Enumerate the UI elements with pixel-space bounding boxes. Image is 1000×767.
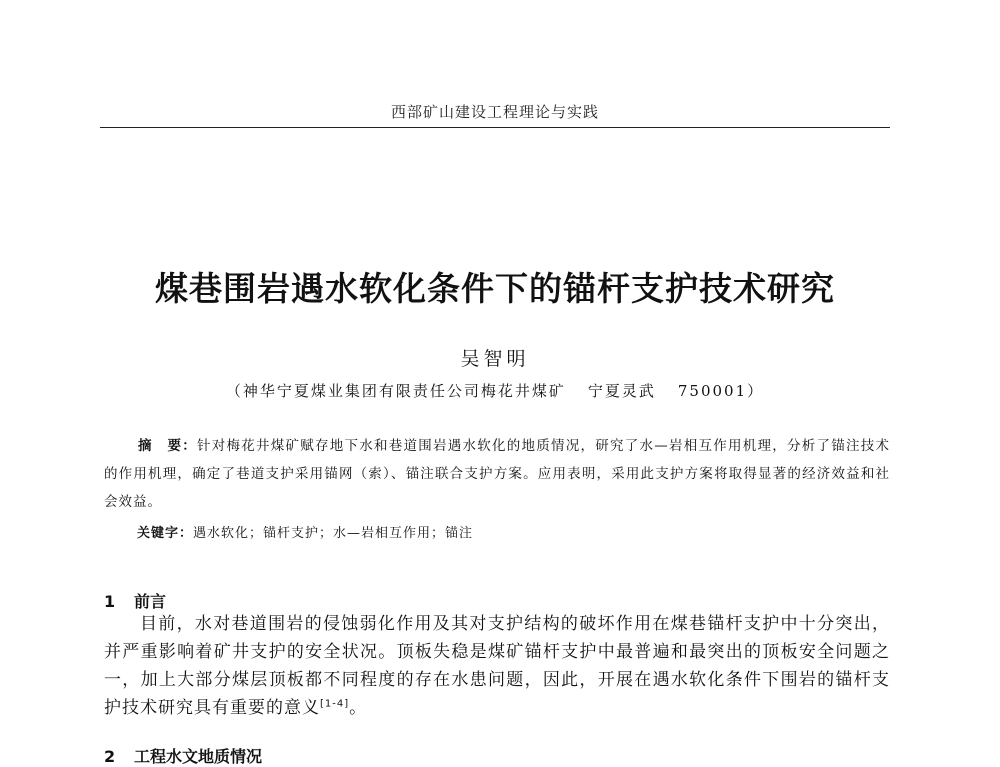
- header-rule: [100, 127, 890, 128]
- body-paragraph: 目前，水对巷道围岩的侵蚀弱化作用及其对支护结构的破坏作用在煤巷锚杆支护中十分突出，并严重影响着矿井支护的安全状况。顶板失稳是煤矿锚杆支护中最普遍和最突出的顶板安全问题之一，加上大部分煤层顶板都不同程度的存在水患问题，因此，开展在遇水软化条件下围岩的锚杆支护技术研究具有重要的意义: [104, 614, 890, 718]
- section-number: 2: [104, 747, 116, 766]
- section-title: 工程水文地质情况: [134, 747, 263, 766]
- section-body: [104, 610, 890, 722]
- body-paragraph-end: 。: [349, 698, 368, 718]
- keywords-text: 遇水软化；锚杆支护；水—岩相互作用；锚注: [193, 526, 474, 541]
- abstract: [104, 432, 890, 516]
- article-title: 煤巷围岩遇水软化条件下的锚杆支护技术研究: [155, 269, 835, 308]
- abstract-label: 摘 要：: [138, 438, 197, 454]
- running-head: 西部矿山建设工程理论与实践: [390, 103, 599, 121]
- affiliation-postcode: 750001: [677, 382, 748, 400]
- author-name: 吴智明: [460, 348, 530, 370]
- abstract-text: 针对梅花井煤矿赋存地下水和巷道围岩遇水软化的地质情况，研究了水—岩相互作用机理，分析了锚注技术的作用机理，确定了巷道支护采用锚网（索）、锚注联合支护方案。应用表明，采用此支护方案将取得显著的经济效益和社会效益。: [104, 438, 890, 510]
- section-title: 前言: [134, 592, 167, 611]
- section-number: 1: [104, 592, 116, 611]
- affiliation-close-paren: ）: [747, 382, 765, 400]
- affiliation-place: 宁夏灵武: [587, 382, 656, 400]
- affiliation-open-paren: （: [225, 382, 243, 400]
- citation-reference: [1-4]: [320, 698, 350, 710]
- keywords: [137, 522, 889, 541]
- keywords-label: 关键字：: [137, 526, 194, 541]
- author-affiliation: [100, 380, 890, 401]
- section-heading: [104, 744, 262, 767]
- affiliation-organization: 神华宁夏煤业集团有限责任公司梅花井煤矿: [242, 382, 566, 400]
- section-heading: [104, 589, 166, 612]
